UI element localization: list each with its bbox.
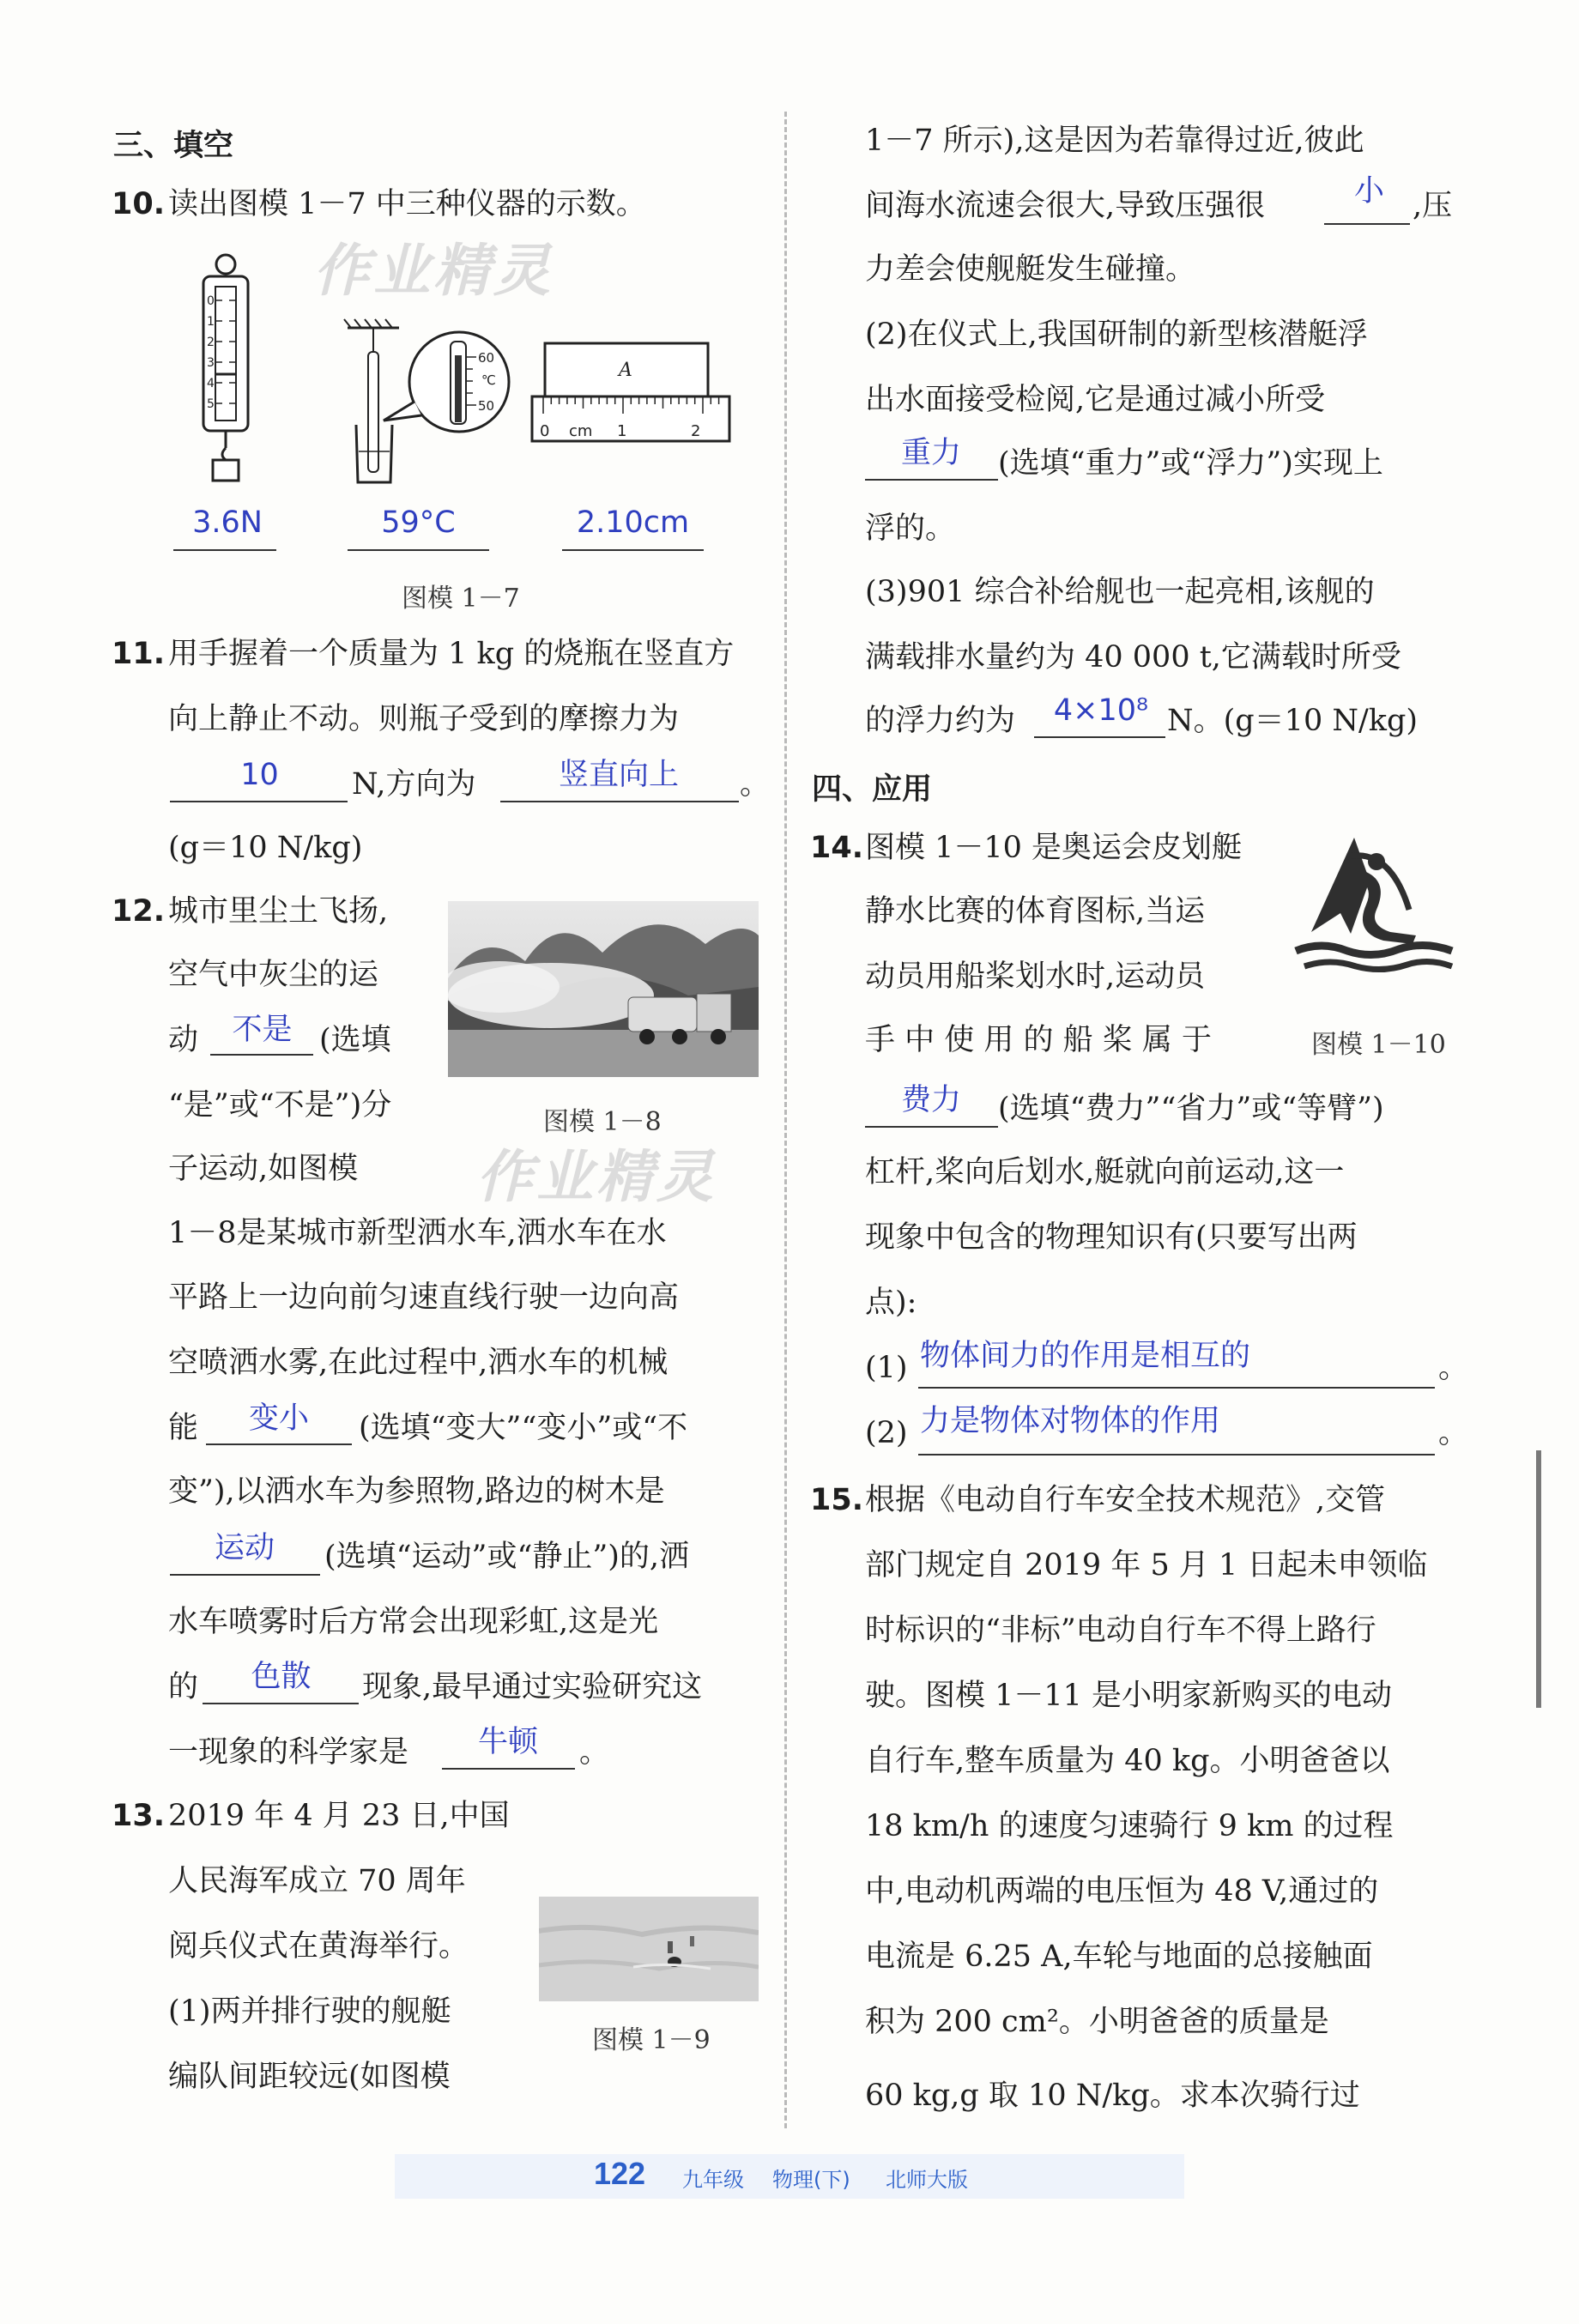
scale-num-4: 4 — [207, 377, 215, 390]
scale-num-3: 3 — [207, 356, 215, 370]
q13-right-line-1: 1－7 所示),这是因为若靠得过近,彼此 — [865, 124, 1364, 158]
q11-num: 11. — [112, 637, 166, 671]
q13-answer-1: 小 — [1353, 174, 1384, 209]
q13-line-1: 2019 年 4 月 23 日,中国 — [168, 1799, 510, 1833]
q11-line-2: 向上静止不动。则瓶子受到的摩擦力为 — [168, 702, 680, 736]
section-heading: 四、应用 — [812, 772, 933, 807]
q15-line-3: 时标识的“非标”电动自行车不得上路行 — [865, 1613, 1376, 1648]
q14-line-8: 点): — [865, 1286, 917, 1320]
q12-blank-4[interactable] — [203, 1703, 359, 1704]
q11-blank-1[interactable] — [170, 801, 348, 802]
q14-blank-3[interactable] — [918, 1454, 1435, 1456]
q13-right-line-7: 浮的。 — [865, 511, 956, 546]
q13-right-line-2b: ,压 — [1413, 189, 1453, 223]
canoe-pictogram-icon — [1287, 831, 1459, 977]
q10-number — [112, 185, 165, 223]
q12-blank-1[interactable] — [210, 1054, 313, 1056]
figure-caption: 图模 1－10 — [1311, 1030, 1446, 1060]
q14-end-1: 。 — [1438, 1351, 1469, 1385]
q14-line-6: 杠杆,桨向后划水,艇就向前运动,这一 — [865, 1155, 1345, 1189]
q14-prefix-1: (1) — [865, 1351, 908, 1385]
q14-answer-3: 力是物体对物体的作用 — [920, 1404, 1221, 1438]
q13-num: 13. — [112, 1799, 166, 1833]
page-edge-shadow — [1536, 1450, 1541, 1708]
q13-right-line-5: 出水面接受检阅,它是通过减小所受 — [865, 383, 1326, 417]
q12-line-11b: (选填“运动”或“静止”)的,洒 — [324, 1540, 690, 1574]
q13-right-line-6b: (选填“重力”或“浮力”)实现上 — [998, 446, 1383, 481]
ruler-block-label: A — [619, 360, 632, 381]
q10-blank-3[interactable] — [562, 549, 704, 551]
q12-line-5: 子运动,如图模 — [168, 1152, 359, 1186]
q12-line-2: 空气中灰尘的运 — [168, 958, 379, 992]
q13-right-line-9: 满载排水量约为 40 000 t,它满载时所受 — [865, 640, 1401, 675]
q14-line-7: 现象中包含的物理知识有(只要写出两 — [865, 1220, 1358, 1255]
q14-blank-2[interactable] — [918, 1387, 1435, 1389]
q12-line-12: 水车喷雾时后方常会出现彩虹,这是光 — [168, 1605, 659, 1639]
q12-line-7: 平路上一边向前匀速直线行驶一边向高 — [168, 1280, 680, 1315]
q14-line-2: 静水比赛的体育图标,当运 — [865, 894, 1206, 929]
q12-answer-3: 运动 — [214, 1531, 275, 1565]
q11-line-1: 用手握着一个质量为 1 kg 的烧瓶在竖直方 — [168, 637, 735, 671]
figure-1-7 — [185, 249, 742, 489]
q13-right-line-2a: 间海水流速会很大,导致压强很 — [865, 189, 1266, 223]
q12-answer-2: 变小 — [248, 1401, 309, 1436]
q13-line-4: (1)两并排行驶的舰艇 — [168, 1994, 451, 2029]
q12-line-14a: 一现象的科学家是 — [168, 1735, 409, 1770]
ruler-label-2: 2 — [691, 422, 701, 440]
q15-line-6: 18 km/h 的速度匀速骑行 9 km 的过程 — [865, 1809, 1394, 1843]
column-divider — [784, 112, 787, 2128]
q10-answer-3: 2.10cm — [576, 505, 690, 540]
q10-blank-1[interactable] — [173, 549, 276, 551]
figure-caption: 图模 1－8 — [543, 1107, 662, 1137]
q12-line-3a: 动 — [168, 1023, 199, 1057]
q13-blank-2[interactable] — [865, 479, 998, 481]
q12-line-8: 空喷洒水雾,在此过程中,洒水车的机械 — [168, 1346, 669, 1380]
q13-line-3: 阅兵仪式在黄海举行。 — [168, 1929, 469, 1964]
water-truck-photo — [448, 901, 759, 1077]
q15-num: 15. — [810, 1483, 864, 1517]
q14-end-2: 。 — [1438, 1416, 1469, 1450]
q14-answer-1: 费力 — [900, 1083, 961, 1117]
q13-number — [112, 1797, 165, 1835]
q12-num: 12. — [112, 894, 166, 929]
thermo-label-50: 50 — [478, 398, 495, 414]
q15-line-4: 驶。图模 1－11 是小明家新购买的电动 — [865, 1679, 1393, 1713]
warship-photo — [539, 1897, 759, 2001]
q12-number — [112, 893, 165, 930]
page-number: 122 — [594, 2156, 646, 2191]
q10-text: 读出图模 1－7 中三种仪器的示数。 — [168, 187, 646, 221]
q15-line-8: 电流是 6.25 A,车轮与地面的总接触面 — [865, 1940, 1373, 1974]
q15-number — [810, 1481, 863, 1519]
q10-answer-1: 3.6N — [192, 505, 263, 540]
scale-num-1: 1 — [207, 315, 215, 329]
q15-line-5: 自行车,整车质量为 40 kg。小明爸爸以 — [865, 1744, 1390, 1778]
q12-blank-5[interactable] — [442, 1768, 575, 1770]
q13-blank-1[interactable] — [1324, 223, 1410, 225]
q14-number — [810, 829, 863, 867]
watermark: 作业精灵 — [476, 1144, 717, 1210]
scale-num-0: 0 — [207, 294, 215, 308]
thermo-label-unit: ℃ — [481, 372, 496, 388]
footer-edition: 北师大版 — [886, 2168, 968, 2192]
q11-number — [112, 635, 165, 673]
q13-line-2: 人民海军成立 70 周年 — [168, 1864, 466, 1898]
scale-num-5: 5 — [207, 397, 215, 411]
q11-line-4: (g＝10 N/kg) — [168, 831, 363, 865]
q13-answer-2: 重力 — [900, 436, 961, 470]
ruler-label-cm: cm — [569, 422, 593, 440]
watermark: 作业精灵 — [313, 238, 554, 304]
footer-grade: 九年级 — [682, 2168, 744, 2192]
q14-line-5b: (选填“费力”“省力”或“等臂”) — [998, 1092, 1384, 1126]
ruler-label-0: 0 — [540, 422, 550, 440]
q14-num: 14. — [810, 831, 864, 865]
q10-blank-2[interactable] — [348, 549, 489, 551]
q11-answer-1: 10 — [240, 758, 279, 792]
section-heading: 三、填空 — [113, 129, 234, 163]
q12-line-6: 1－8是某城市新型洒水车,洒水车在水 — [168, 1216, 667, 1250]
scale-num-2: 2 — [207, 336, 215, 349]
q15-line-9: 积为 200 cm²。小明爸爸的质量是 — [865, 2005, 1329, 2039]
q15-line-1: 根据《电动自行车安全技术规范》,交管 — [865, 1483, 1386, 1517]
q12-blank-2[interactable] — [206, 1443, 352, 1445]
q12-line-13a: 的 — [168, 1670, 199, 1704]
q14-prefix-2: (2) — [865, 1416, 908, 1450]
q13-right-line-8: (3)901 综合补给舰也一起亮相,该舰的 — [865, 575, 1375, 609]
thermo-label-60: 60 — [478, 350, 495, 366]
q13-right-line-4: (2)在仪式上,我国研制的新型核潜艇浮 — [865, 318, 1368, 352]
q14-blank-1[interactable] — [865, 1126, 998, 1128]
q14-line-4: 手 中 使 用 的 船 桨 属 于 — [865, 1023, 1213, 1057]
q13-right-line-10a: 的浮力约为 — [865, 704, 1016, 738]
q12-line-9b: (选填“变大”“变小”或“不 — [359, 1411, 688, 1445]
q12-line-1: 城市里尘土飞扬, — [168, 894, 389, 929]
q13-right-line-10b: N。(g＝10 N/kg) — [1167, 704, 1419, 738]
q12-line-14b: 。 — [579, 1735, 610, 1770]
q12-line-10: 变”),以洒水车为参照物,路边的树木是 — [168, 1474, 665, 1509]
q10-num: 10. — [112, 187, 166, 221]
q10-answer-2: 59°C — [381, 505, 456, 540]
q13-line-5: 编队间距较远(如图模 — [168, 2060, 451, 2094]
q12-answer-5: 牛顿 — [477, 1725, 538, 1759]
figure-caption: 图模 1－7 — [402, 584, 520, 614]
q12-line-3b: (选填 — [319, 1023, 391, 1057]
q12-answer-1: 不是 — [232, 1013, 293, 1047]
q11-blank-2[interactable] — [500, 801, 739, 802]
q11-line-3-mid: N,方向为 — [352, 767, 476, 802]
q15-line-10: 60 kg,g 取 10 N/kg。求本次骑行过 — [865, 2079, 1360, 2113]
q12-line-9a: 能 — [168, 1411, 199, 1445]
figure-caption: 图模 1－9 — [592, 2025, 711, 2055]
q12-line-13b: 现象,最早通过实验研究这 — [362, 1670, 703, 1704]
footer-subject: 物理(下) — [772, 2168, 850, 2192]
q12-blank-3[interactable] — [170, 1574, 320, 1576]
q13-blank-3[interactable] — [1034, 736, 1165, 738]
ruler-label-1: 1 — [617, 422, 627, 440]
q12-line-4: “是”或“不是”)分 — [168, 1088, 392, 1123]
q14-answer-2: 物体间力的作用是相互的 — [920, 1339, 1251, 1373]
q14-line-3: 动员用船桨划水时,运动员 — [865, 959, 1206, 994]
q11-line-3-end: 。 — [740, 767, 771, 802]
q14-line-1: 图模 1－10 是奥运会皮划艇 — [865, 831, 1243, 865]
q11-answer-2: 竖直向上 — [558, 758, 679, 792]
q13-answer-3: 4×10⁸ — [1053, 693, 1149, 728]
q12-answer-4: 色散 — [251, 1660, 312, 1694]
q15-line-7: 中,电动机两端的电压恒为 48 V,通过的 — [865, 1874, 1379, 1909]
q15-line-2: 部门规定自 2019 年 5 月 1 日起未申领临 — [865, 1548, 1428, 1583]
q13-right-line-3: 力差会使舰艇发生碰撞。 — [865, 252, 1196, 287]
